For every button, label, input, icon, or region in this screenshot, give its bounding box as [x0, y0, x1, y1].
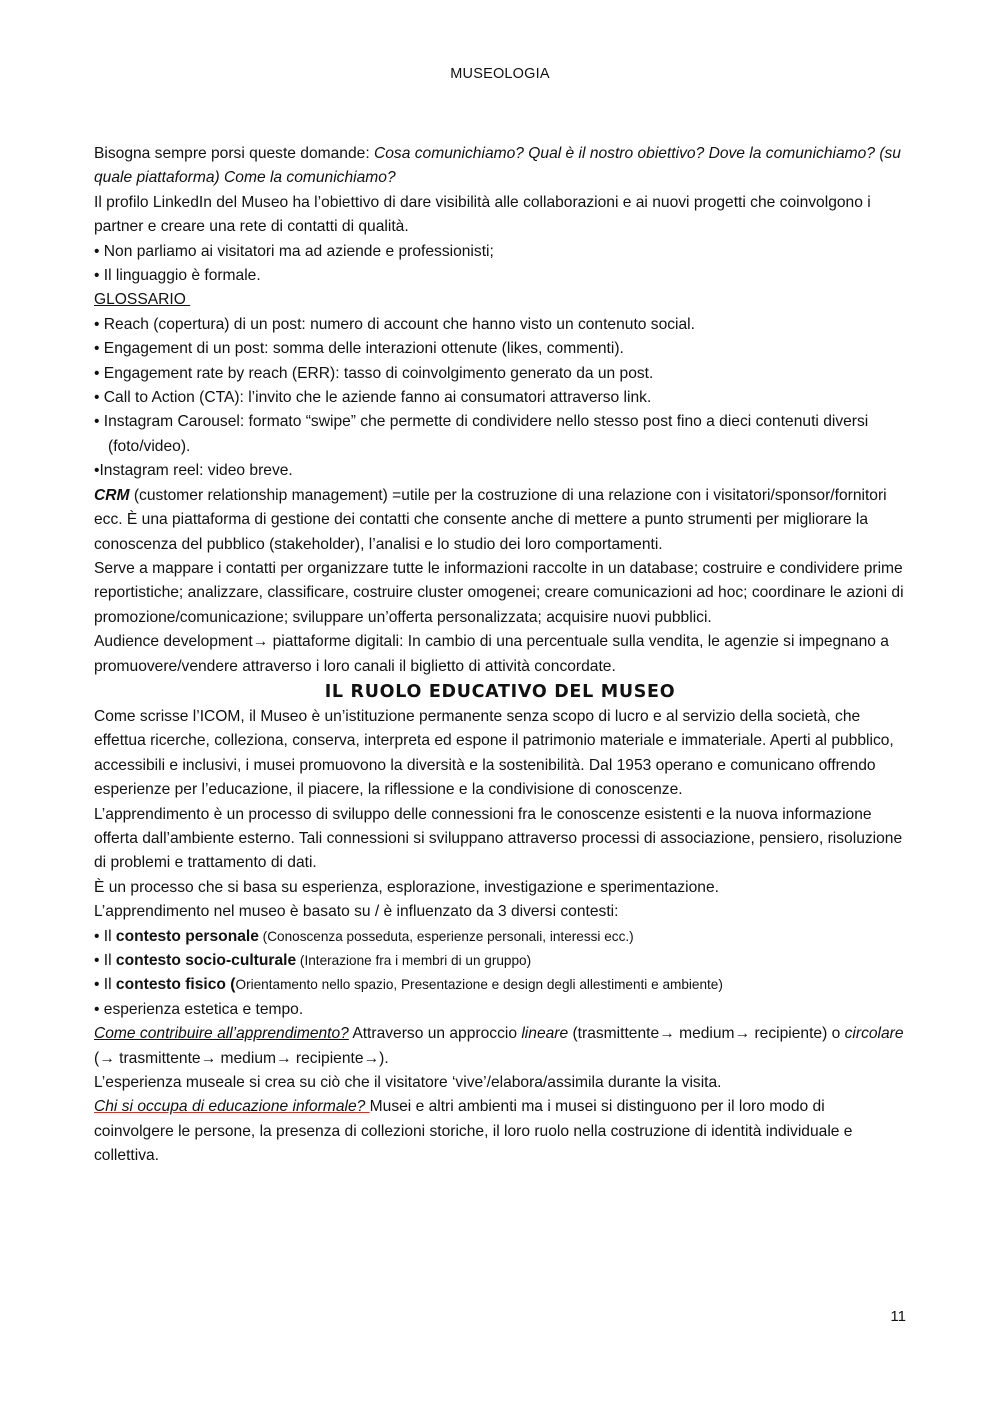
arrow-icon: → [275, 1049, 292, 1067]
experience-paragraph: L’esperienza museale si crea su ciò che il visitatore ‘vive’/elabora/assimila durante la visita. [94, 1074, 722, 1092]
contribute-question: Come contribuire all’apprendimento? [94, 1025, 349, 1043]
audience-paragraph [94, 630, 906, 679]
informal-paragraph [94, 1095, 906, 1168]
arrow-icon: → [659, 1025, 675, 1043]
contribute-text: medium [216, 1049, 276, 1067]
glossary-item: • Call to Action (CTA): l’invito che le aziende fanno ai consumatori attraverso link. [94, 389, 652, 407]
contribute-text: trasmittente [114, 1049, 201, 1067]
linear-term: lineare [521, 1025, 569, 1043]
context-term: contesto fisico ( [115, 976, 236, 994]
glossary-title [94, 288, 906, 312]
context-note: Orientamento nello spazio, Presentazione e design degli allestimenti e ambiente) [235, 977, 723, 993]
context-note: (Conoscenza posseduta, esperienze personali, interessi ecc.) [258, 928, 634, 944]
aesthetic-item: • esperienza estetica e tempo. [94, 1000, 304, 1018]
icom-paragraph: Come scrisse l’ICOM, il Museo è un’istituzione permanente senza scopo di lucro e al servizio della società, che effettua ricerche, colleziona, conserva, interpreta ed espone il patrimonio materiale e immateriale. Aperti al pubblico, accessibili e inclusivi, i musei promuovono la diversità e la sostenibilità. Dal 1953 operano e comunicano offrendo esperienze per l’educazione, il piacere, la riflessione e la condivisione di conoscenze. [94, 707, 894, 799]
intro-lead: Bisogna sempre porsi queste domande: [94, 145, 374, 162]
context-item [94, 925, 906, 949]
crm-term: CRM [94, 486, 130, 504]
linkedin-bullet: • Il linguaggio è formale. [94, 267, 261, 285]
page-content [94, 142, 906, 1169]
context-note: (Interazione fra i membri di un gruppo) [296, 953, 532, 968]
contribute-text: recipiente) o [750, 1025, 845, 1043]
context-item [94, 973, 906, 997]
contribute-text: ( [94, 1049, 100, 1067]
context-item [94, 949, 906, 973]
learning-paragraph: L’apprendimento nel museo è basato su / è influenzato da 3 diversi contesti: [94, 903, 619, 921]
glossary-item: • Engagement rate by reach (ERR): tasso di coinvolgimento generato da un post. [94, 364, 654, 382]
glossary-item: • Engagement di un post: somma delle interazioni ottenute (likes, commenti). [94, 340, 624, 358]
informal-text: Musei e altri ambienti ma i musei si distinguono per il loro modo di coinvolgere le persone, la presenza di collezioni storiche, il loro ruolo nella costruzione di identità individuale e collettiva. [94, 1098, 853, 1165]
crm-paragraph [94, 484, 906, 557]
context-term: contesto socio-culturale [115, 952, 297, 969]
circular-term: circolare [844, 1025, 904, 1043]
linkedin-bullet: • Non parliamo ai visitatori ma ad aziende e professionisti; [94, 242, 494, 260]
glossary-title-text: GLOSSARIO [94, 291, 191, 309]
arrow-icon: → [200, 1049, 217, 1067]
arrow-icon: → [252, 633, 269, 651]
contribute-paragraph [94, 1022, 906, 1071]
crm-text: (customer relationship management) =utile per la costruzione di una relazione con i visitatori/sponsor/fornitori ecc. È una piattaforma di gestione dei contatti che consente anche di mettere a punto strumenti per migliorare la conoscenza del pubblico (stakeholder), l’analisi e lo studio dei loro comportamenti. [94, 486, 887, 553]
context-prefix: • Il [94, 927, 116, 945]
audience-label: Audience development [94, 633, 253, 651]
context-prefix: • Il [94, 976, 116, 994]
intro-questions: Cosa comunichiamo? Qual è il nostro obiettivo? Dove la comunichiamo? (su quale piattaforma) Come la comunichiamo? [94, 145, 901, 187]
contribute-text: ). [379, 1049, 389, 1067]
glossary-item: • Reach (copertura) di un post: numero di account che hanno visto un contenuto social. [94, 315, 695, 333]
learning-paragraph: È un processo che si basa su esperienza, esplorazione, investigazione e sperimentazione. [94, 878, 719, 896]
linkedin-paragraph: Il profilo LinkedIn del Museo ha l’obiettivo di dare visibilità alle collaborazioni e ai nuovi progetti che coinvolgono i partner e creare una rete di contatti di qualità. [94, 193, 871, 236]
arrow-icon: → [734, 1025, 751, 1043]
context-term: contesto personale [115, 927, 259, 945]
informal-question: Chi si occupa di educazione informale? [94, 1098, 370, 1116]
glossary-item: •Instagram reel: video breve. [94, 462, 293, 480]
glossary-item: • Instagram Carousel: formato “swipe” che permette di condividere nello stesso post fino a dieci contenuti diversi (foto/video). [94, 413, 869, 455]
arrow-icon: → [363, 1049, 380, 1067]
serve-paragraph: Serve a mappare i contatti per organizzare tutte le informazioni raccolte in un database; costruire e condividere prime reportistiche; analizzare, classificare, costruire cluster omogenei; creare comunicazioni ad hoc; coordinare le azioni di promozione/comunicazione; sviluppare un’offerta personalizzata; acquisire nuovi pubblici. [94, 559, 904, 626]
contribute-text: recipiente [291, 1049, 364, 1067]
audience-text: piattaforme digitali: In cambio di una percentuale sulla vendita, le agenzie si impegnano a promuovere/vendere attraverso i loro canali il biglietto di attività concordate. [94, 633, 889, 675]
contribute-text: (trasmittente [568, 1025, 660, 1043]
page-number: 11 [890, 1308, 906, 1325]
section-heading: IL RUOLO EDUCATIVO DEL MUSEO [324, 681, 676, 702]
contribute-text: Attraverso un approccio [348, 1025, 522, 1043]
arrow-icon: → [99, 1049, 115, 1067]
learning-paragraph: L’apprendimento è un processo di sviluppo delle connessioni fra le conoscenze esistenti e la nuova informazione offerta dall’ambiente esterno. Tali connessioni si sviluppano attraverso processi di associazione, pensiero, risoluzione di problemi e trattamento di dati. [94, 805, 903, 872]
intro-paragraph [94, 142, 906, 191]
page-header: MUSEOLOGIA [450, 66, 550, 82]
context-prefix: • Il [94, 952, 116, 969]
contribute-text: medium [674, 1025, 735, 1043]
